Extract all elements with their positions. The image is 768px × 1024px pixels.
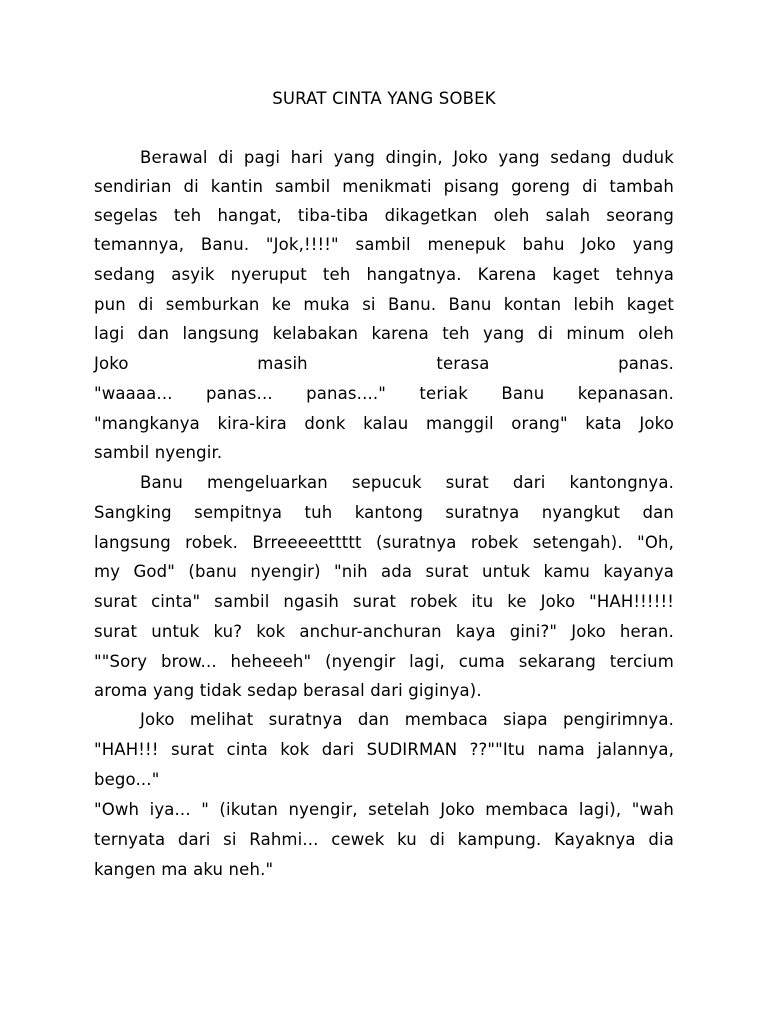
text-line: kangen ma aku neh.": [94, 860, 274, 879]
text-line: langsung robek. Brreeeeettttt (suratnya robek setengah). "Oh,: [94, 533, 674, 552]
text-line: surat cinta" sambil ngasih surat robek itu ke Joko "HAH!!!!!!: [94, 592, 674, 611]
text-line: "mangkanya kira-kira donk kalau manggil orang" kata Joko: [94, 414, 674, 433]
text-line: sambil nyengir.: [94, 443, 223, 462]
document-title: SURAT CINTA YANG SOBEK: [272, 89, 496, 108]
text-line: temannya, Banu. "Jok,!!!!" sambil menepuk bahu Joko yang: [94, 235, 674, 254]
text-line: ""Sory brow... heheeeh" (nyengir lagi, cuma sekarang tercium: [94, 652, 674, 671]
text-line: ternyata dari si Rahmi... cewek ku di kampung. Kayaknya dia: [94, 830, 674, 849]
text-line: "Owh iya... " (ikutan nyengir, setelah Joko membaca lagi), "wah: [94, 800, 674, 819]
text-line: lagi dan langsung kelabakan karena teh yang di minum oleh: [94, 324, 674, 343]
text-line: aroma yang tidak sedap berasal dari giginya).: [94, 681, 482, 700]
text-line: Banu mengeluarkan sepucuk surat dari kantongnya.: [140, 473, 674, 492]
text-line: segelas teh hangat, tiba-tiba dikagetkan oleh salah seorang: [94, 206, 674, 225]
text-line: Sangking sempitnya tuh kantong suratnya nyangkut dan: [94, 503, 674, 522]
text-line: surat untuk ku? kok anchur-anchuran kaya gini?" Joko heran.: [94, 622, 674, 641]
text-line: sedang asyik nyeruput teh hangatnya. Karena kaget tehnya: [94, 265, 674, 284]
text-line: my God" (banu nyengir) "nih ada surat untuk kamu kayanya: [94, 562, 674, 581]
text-line: Berawal di pagi hari yang dingin, Joko yang sedang duduk: [140, 148, 674, 167]
text-line: "HAH!!! surat cinta kok dari SUDIRMAN ??""Itu nama jalannya,: [94, 740, 674, 759]
text-line: bego...": [94, 770, 160, 789]
text-line: pun di semburkan ke muka si Banu. Banu kontan lebih kaget: [94, 295, 674, 314]
text-line: Joko masih terasa panas.: [94, 354, 674, 373]
text-line: sendirian di kantin sambil menikmati pisang goreng di tambah: [94, 177, 674, 196]
text-line: "waaaa... panas... panas...." teriak Banu kepanasan.: [94, 384, 674, 403]
text-line: Joko melihat suratnya dan membaca siapa pengirimnya.: [140, 710, 674, 729]
